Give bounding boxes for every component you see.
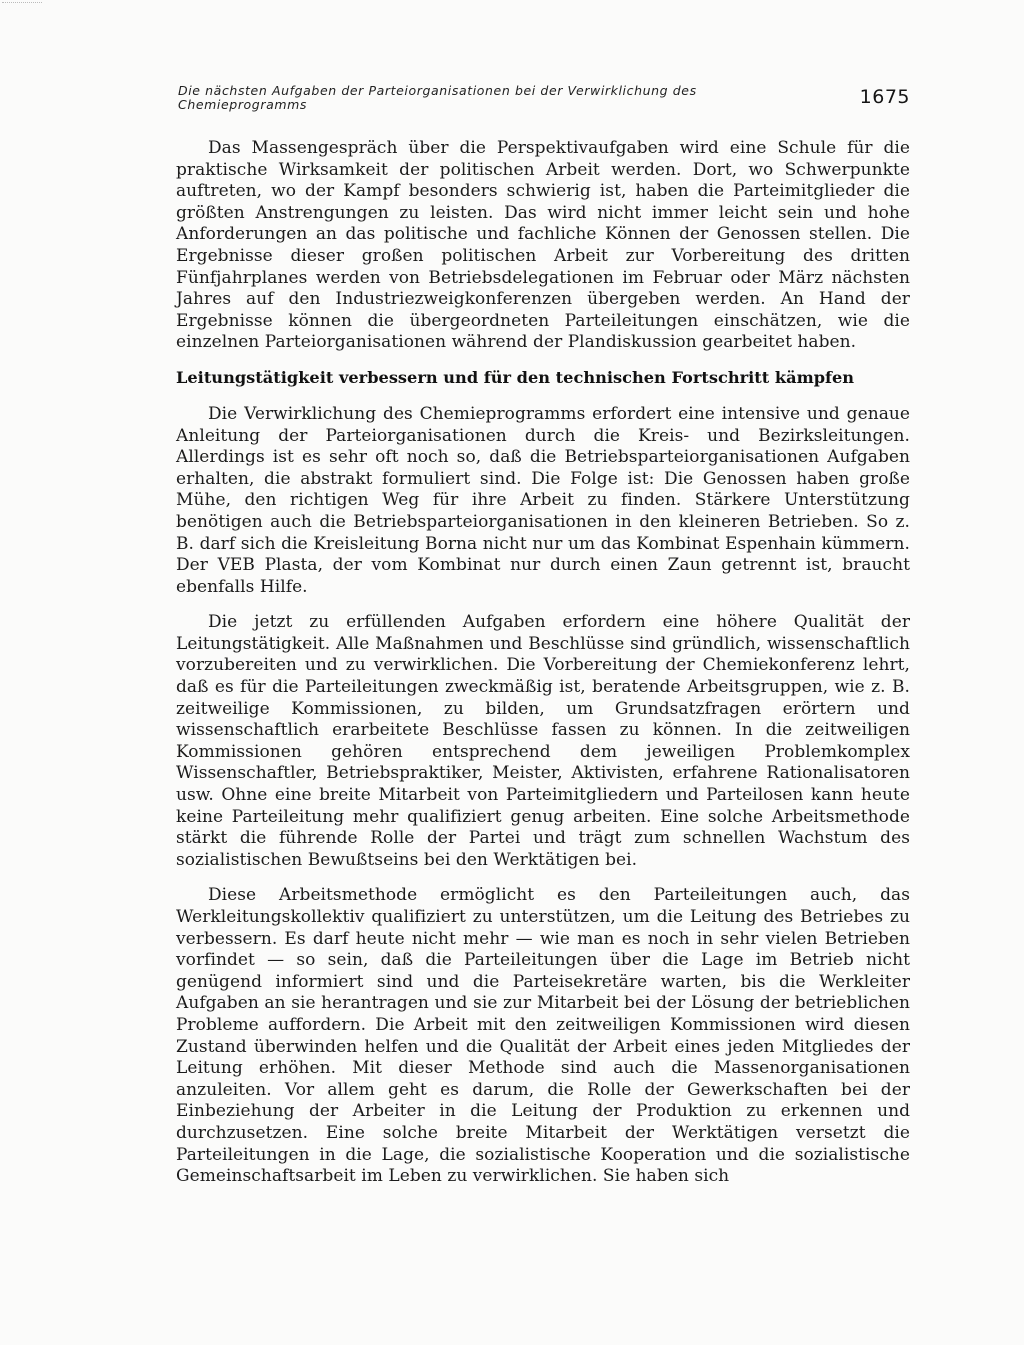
- paragraph-3: Die jetzt zu erfüllenden Aufgaben erfordern eine höhere Qualität der Leitungstätigkeit. Alle Maßnahmen und Beschlüsse sind gründlich, wissenschaftlich vorzubereiten und zu verwirklichen. Die Vorbereitung der Chemiekonferenz lehrt, daß es für die Parteileitungen zweckmäßig ist, beratende Arbeitsgruppen, wie z. B. zeitweilige Kommissionen, zu bilden, um Grundsatzfragen erörtern und wissenschaftlich erarbeitete Beschlüsse fassen zu können. In die zeitweiligen Kommissionen gehören entsprechend dem jeweiligen Problemkomplex Wissenschaftler, Betriebspraktiker, Meister, Aktivisten, erfahrene Rationalisatoren usw. Ohne eine breite Mitarbeit von Parteimitgliedern und Parteilosen kann heute keine Parteileitung mehr qualifiziert genug arbeiten. Eine solche Arbeitsmethode stärkt die führende Rolle der Partei und trägt zum schnellen Wachstum des sozialistischen Bewußtseins bei den Werktätigen bei.: [176, 612, 910, 870]
- running-title: Die nächsten Aufgaben der Parteiorganisationen bei der Verwirklichung des Chemieprogramms: [178, 83, 697, 112]
- paragraph-2: Die Verwirklichung des Chemieprogramms erfordert eine intensive und genaue Anleitung der Parteiorganisationen durch die Kreis- und Bezirksleitungen. Allerdings ist es sehr oft noch so, daß die Betriebsparteiorganisationen Aufgaben erhalten, die abstrakt formuliert sind. Die Folge ist: Die Genossen haben große Mühe, den richtigen Weg für ihre Arbeit zu finden. Stärkere Unterstützung benötigen auch die Betriebsparteiorganisationen in den kleineren Betrieben. So z. B. darf sich die Kreisleitung Borna nicht nur um das Kombinat Espenhain kümmern. Der VEB Plasta, der vom Kombinat nur durch einen Zaun getrennt ist, braucht ebenfalls Hilfe.: [176, 403, 910, 597]
- body-text: [176, 138, 910, 1202]
- page-header: [178, 84, 910, 120]
- page-number: 1675: [859, 86, 910, 108]
- paragraph-1: Das Massengespräch über die Perspektivaufgaben wird eine Schule für die praktische Wirksamkeit der politischen Arbeit werden. Dort, wo Schwerpunkte auftreten, wo der Kampf besonders schwierig ist, haben die Parteimitglieder die größten Anstrengungen zu leisten. Das wird nicht immer leicht sein und hohe Anforderungen an das politische und fachliche Können der Genossen stellen. Die Ergebnisse dieser großen politischen Arbeit zur Vorbereitung des dritten Fünfjahrplanes werden von Betriebsdelegationen im Februar oder März nächsten Jahres auf den Industriezweigkonferenzen übergeben werden. An Hand der Ergebnisse können die übergeordneten Parteileitungen einschätzen, wie die einzelnen Parteiorganisationen während der Plandiskussion gearbeitet haben.: [176, 138, 910, 353]
- margin-mark: [1008, 1190, 1022, 1200]
- paragraph-4: Diese Arbeitsmethode ermöglicht es den Parteileitungen auch, das Werkleitungskollektiv qualifiziert zu unterstützen, um die Leitung des Betriebes zu verbessern. Es darf heute nicht mehr — wie man es noch in sehr vielen Betrieben vorfindet — so sein, daß die Parteileitungen über die Lage im Betrieb nicht genügend informiert sind und die Parteisekretäre warten, bis die Werkleiter Aufgaben an sie herantragen und sie zur Mitarbeit bei der Lösung der betrieblichen Probleme auffordern. Die Arbeit mit den zeitweiligen Kommissionen wird diesen Zustand überwinden helfen und die Qualität der Arbeit eines jeden Mitgliedes der Leitung erhöhen. Mit dieser Methode sind auch die Massenorganisationen anzuleiten. Vor allem geht es darum, die Rolle der Gewerkschaften bei der Einbeziehung der Arbeiter in die Leitung der Produktion zu erkennen und durchzusetzen. Eine solche breite Mitarbeit der Werktätigen versetzt die Parteileitungen in die Lage, die sozialistische Kooperation und die sozialistische Gemeinschaftsarbeit im Leben zu verwirklichen. Sie haben sich: [176, 885, 910, 1187]
- section-heading: Leitungstätigkeit verbessern und für den technischen Fortschritt kämpfen: [176, 367, 855, 387]
- scan-artifact: [2, 2, 42, 7]
